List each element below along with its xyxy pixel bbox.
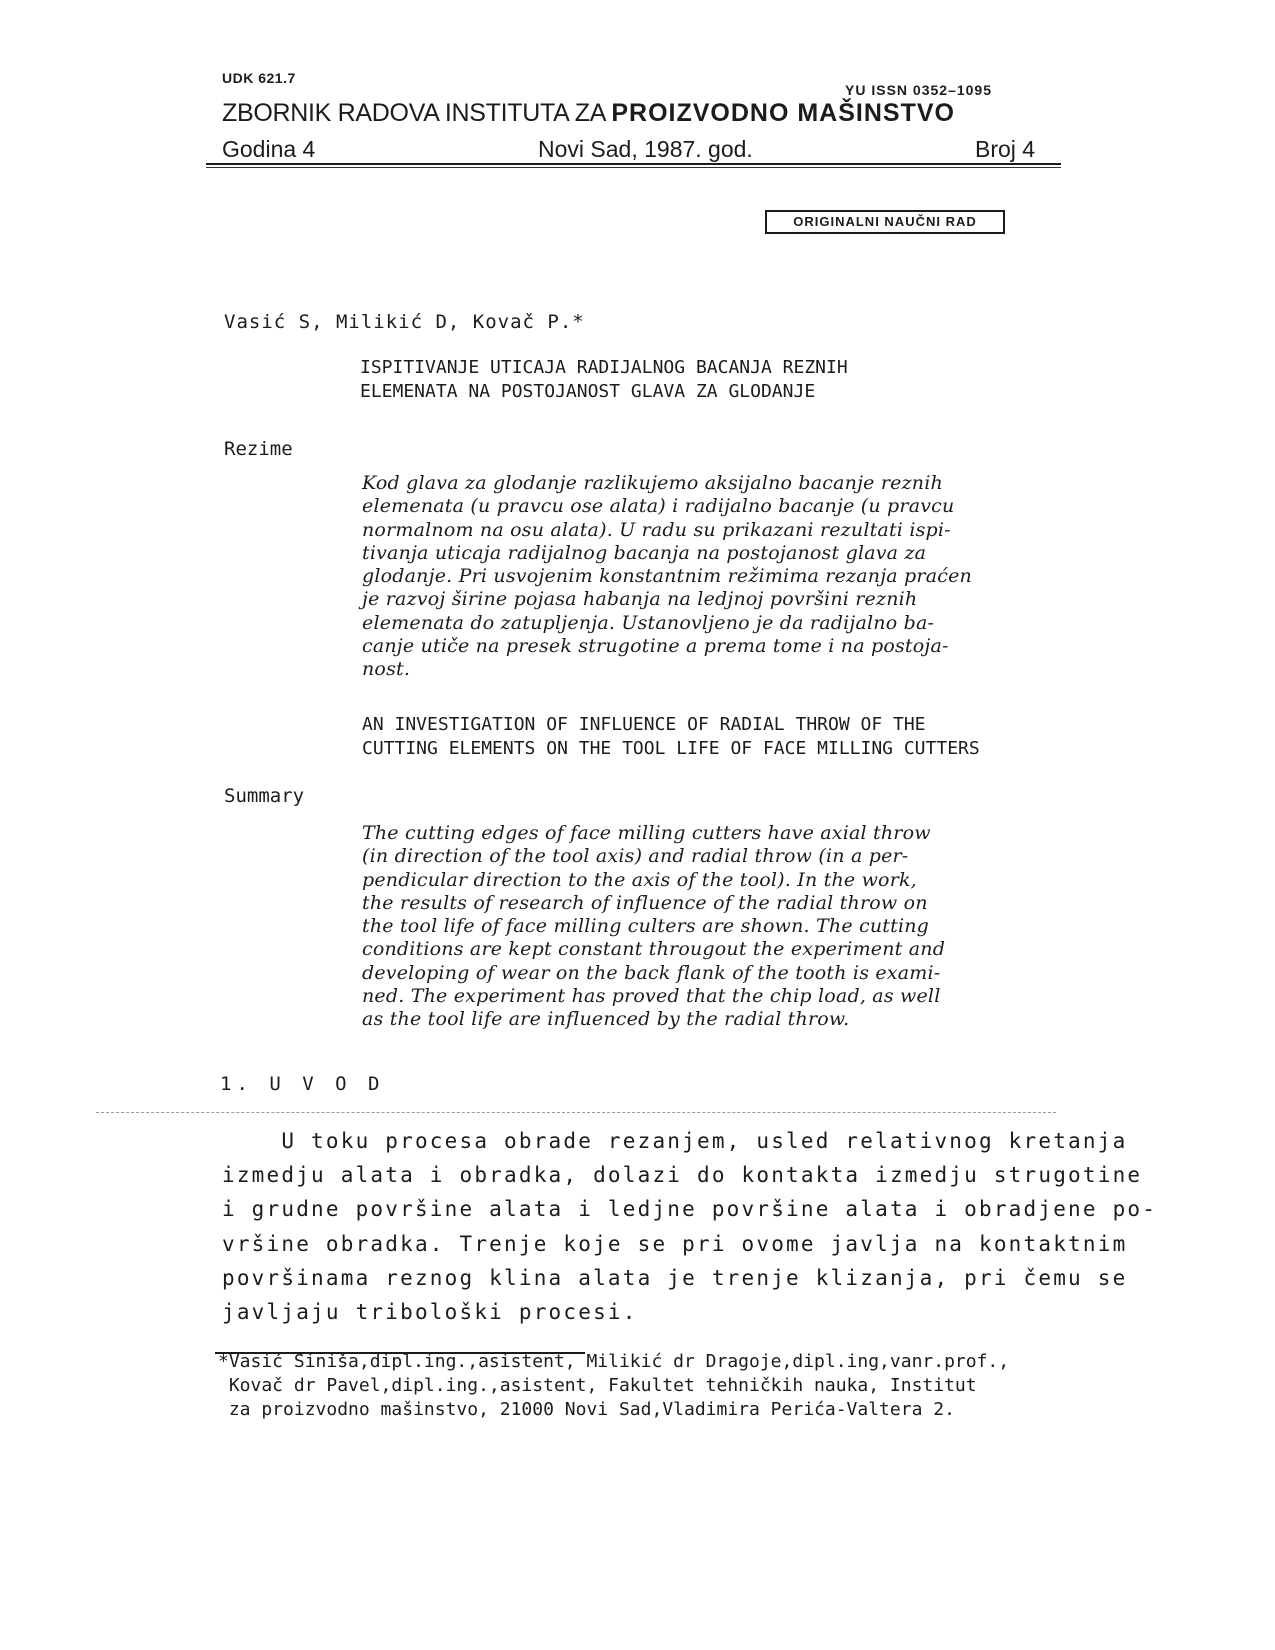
abstract-line: pendicular direction to the axis of the tool). In the work,: [362, 868, 917, 891]
abstract-line: the tool life of face milling culters are shown. The cutting: [362, 915, 930, 938]
abstract-line: nost.: [362, 658, 411, 681]
paper-authors: Vasić S, Milikić D, Kovač P.*: [224, 311, 585, 333]
abstract-line: developing of wear on the back flank of the tooth is exami-: [362, 961, 941, 984]
body-line: javljaju tribološki procesi.: [222, 1300, 638, 1325]
footnote-line: *Vasić Siniša,dipl.ing.,asistent, Milikić dr Dragoje,dipl.ing,vanr.prof.,: [218, 1351, 1010, 1372]
body-line: vršine obradka. Trenje koje se pri ovome javlja na kontaktnim: [222, 1231, 1128, 1256]
footnote: [218, 1350, 1009, 1422]
footnote-line: Kovač dr Pavel,dipl.ing.,asistent, Fakultet tehničkih nauka, Institut: [218, 1375, 977, 1396]
abstract-serbian: [362, 472, 972, 682]
header-rule-thin: [206, 167, 1061, 168]
journal-place-date: Novi Sad, 1987. god.: [538, 136, 753, 162]
journal-title: [222, 99, 955, 128]
abstract-line: je razvoj širine pojasa habanja na ledjnoj površini reznih: [362, 588, 918, 611]
journal-year: Godina 4: [222, 136, 316, 162]
paper-title-english: [362, 713, 980, 761]
footnote-line: za proizvodno mašinstvo, 21000 Novi Sad,Vladimira Perića-Valtera 2.: [218, 1399, 955, 1420]
abstract-line: The cutting edges of face milling cutters have axial throw: [362, 822, 931, 844]
abstract-line: glodanje. Pri usvojenim konstantnim režimima rezanja praćen: [362, 565, 972, 588]
title-line: CUTTING ELEMENTS ON THE TOOL LIFE OF FACE MILLING CUTTERS: [362, 738, 980, 759]
journal-issue: Broj 4: [975, 136, 1036, 162]
body-line: površinama reznog klina alata je trenje klizanja, pri čemu se: [222, 1265, 1128, 1290]
abstract-line: ned. The experiment has proved that the chip load, as well: [362, 985, 941, 1008]
journal-title-bold: PROIZVODNO MAŠINSTVO: [611, 99, 955, 127]
header-rule: [206, 163, 1061, 165]
body-line: izmedju alata i obradka, dolazi do kontakta izmedju strugotine: [222, 1163, 1143, 1188]
issn-code: YU ISSN 0352–1095: [845, 82, 992, 98]
paper-title-serbian: [360, 356, 848, 404]
abstract-line: normalnom na osu alata). U radu su prikazani rezultati ispi-: [362, 518, 951, 541]
body-line: U toku procesa obrade rezanjem, usled relativnog kretanja: [222, 1129, 1128, 1153]
section-heading: 1. U V O D: [220, 1073, 385, 1095]
abstract-line: the results of research of influence of the radial throw on: [362, 891, 928, 914]
abstract-line: as the tool life are influenced by the radial throw.: [362, 1008, 850, 1031]
abstract-heading-english: Summary: [224, 785, 305, 807]
abstract-english: [362, 822, 945, 1032]
title-line: AN INVESTIGATION OF INFLUENCE OF RADIAL THROW OF THE: [362, 714, 926, 735]
paper-category-badge: ORIGINALNI NAUČNI RAD: [765, 210, 1005, 234]
title-line: ISPITIVANJE UTICAJA RADIJALNOG BACANJA REZNIH: [360, 357, 848, 378]
abstract-line: conditions are kept constant througout the experiment and: [362, 938, 946, 961]
abstract-line: elemenata do zatupljenja. Ustanovljeno je da radijalno ba-: [362, 611, 935, 634]
abstract-heading-serbian: Rezime: [224, 438, 293, 460]
udk-code: UDK 621.7: [222, 70, 296, 86]
abstract-line: canje utiče na presek strugotine a prema tome i na postoja-: [362, 635, 949, 658]
abstract-line: elemenata (u pravcu ose alata) i radijalno bacanje (u pravcu: [362, 495, 955, 518]
abstract-line: Kod glava za glodanje razlikujemo aksijalno bacanje reznih: [362, 472, 943, 494]
body-paragraph: [222, 1124, 1157, 1329]
abstract-line: (in direction of the tool axis) and radial throw (in a per-: [362, 845, 909, 868]
body-line: i grudne površine alata i ledjne površine alata i obradjene po-: [222, 1197, 1158, 1222]
journal-title-regular: ZBORNIK RADOVA INSTITUTA ZA: [222, 99, 612, 127]
title-line: ELEMENATA NA POSTOJANOST GLAVA ZA GLODANJE: [360, 381, 816, 402]
abstract-line: tivanja uticaja radijalnog bacanja na postojanost glava za: [362, 541, 927, 564]
scan-dash-line: [96, 1112, 1056, 1113]
